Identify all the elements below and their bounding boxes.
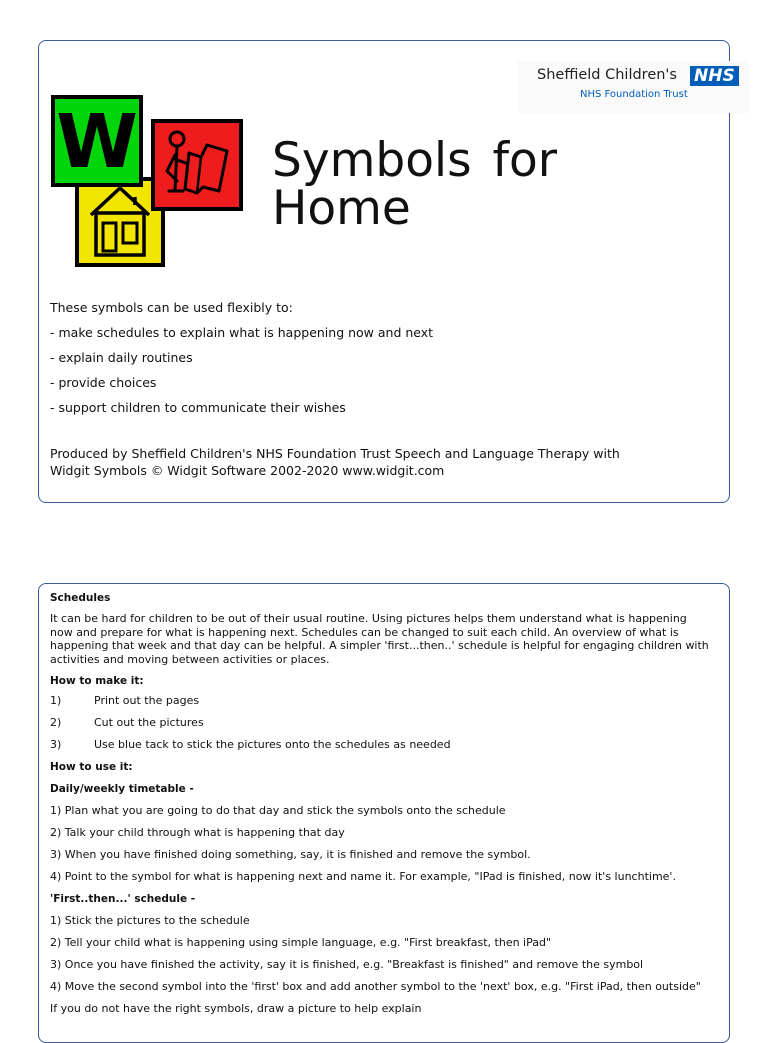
intro-item: - explain daily routines: [50, 350, 193, 365]
schedules-paragraph: [50, 612, 709, 666]
schedules-card: [38, 583, 730, 1043]
weekly-step: 3) When you have finished doing something, say, it is finished and remove the symbol.: [50, 848, 531, 861]
house-icon: [77, 179, 163, 265]
weekly-timetable-heading: Daily/weekly timetable -: [50, 783, 194, 795]
credit-line-2: Widgit Symbols © Widgit Software 2002-2020 www.widgit.com: [50, 463, 445, 478]
intro-item: - support children to communicate their wishes: [50, 400, 346, 415]
schedules-footer-note: If you do not have the right symbols, draw a picture to help explain: [50, 1002, 422, 1015]
trust-name: NHS Foundation Trust: [580, 89, 688, 100]
widgit-symbols-logo: [51, 95, 245, 267]
step-text: Cut out the pictures: [94, 716, 204, 729]
letter-w-icon: [53, 97, 141, 185]
how-to-make-heading: How to make it:: [50, 675, 144, 687]
weekly-step: 1) Plan what you are going to do that day and stick the symbols onto the schedule: [50, 804, 506, 817]
make-step: [50, 734, 709, 756]
reading-person-icon: [153, 121, 241, 209]
para-line: now and prepare for what is happening next. Schedules can be changed to suit each child. An overview of what is: [50, 625, 679, 639]
credit-line-1: Produced by Sheffield Children's NHS Foundation Trust Speech and Language Therapy with: [50, 446, 620, 461]
weekly-step: 2) Talk your child through what is happening that day: [50, 826, 345, 839]
schedules-content: [50, 592, 709, 1020]
title-line-2: Home: [272, 181, 411, 236]
nhs-badge: NHS: [690, 66, 739, 86]
para-line: activities and moving between activities or places.: [50, 652, 330, 666]
step-number: 1): [50, 694, 62, 707]
page-title: [272, 133, 558, 236]
intro-item: - make schedules to explain what is happening now and next: [50, 325, 434, 340]
para-line: It can be hard for children to be out of their usual routine. Using pictures helps them understand what is happening: [50, 612, 687, 625]
intro-lead: These symbols can be used flexibly to:: [50, 300, 293, 315]
make-step: [50, 690, 709, 712]
step-text: Print out the pages: [94, 694, 200, 707]
schedules-heading: Schedules: [50, 592, 111, 604]
weekly-step: 4) Point to the symbol for what is happening next and name it. For example, "IPad is finished, now it's lunchtime'.: [50, 870, 676, 883]
first-then-step: 4) Move the second symbol into the 'first' box and add another symbol to the 'next' box, e.g. "First iPad, then outside": [50, 980, 701, 993]
make-step: [50, 712, 709, 734]
step-number: 3): [50, 738, 62, 751]
title-line-1: Symbols for: [272, 133, 558, 188]
sheffield-childrens-nhs-logo: [517, 61, 749, 113]
step-text: Use blue tack to stick the pictures onto the schedules as needed: [94, 738, 451, 751]
intro-list: [50, 295, 433, 420]
how-to-use-heading: How to use it:: [50, 761, 133, 773]
step-number: 2): [50, 716, 62, 729]
title-card: [38, 40, 735, 503]
first-then-step: 3) Once you have finished the activity, say it is finished, e.g. "Breakfast is finished" and remove the symbol: [50, 958, 644, 971]
first-then-step: 1) Stick the pictures to the schedule: [50, 914, 250, 927]
credit-text: [50, 445, 620, 479]
org-name: Sheffield Children's: [537, 67, 677, 83]
svg-text:W: W: [56, 99, 138, 185]
para-line: happening that week and that day can be helpful. A simpler 'first...then..' schedule is helpful for engaging children with: [50, 639, 709, 652]
first-then-heading: 'First..then...' schedule -: [50, 893, 196, 905]
intro-item: - provide choices: [50, 375, 157, 390]
first-then-step: 2) Tell your child what is happening using simple language, e.g. "First breakfast, then iPad": [50, 936, 552, 949]
